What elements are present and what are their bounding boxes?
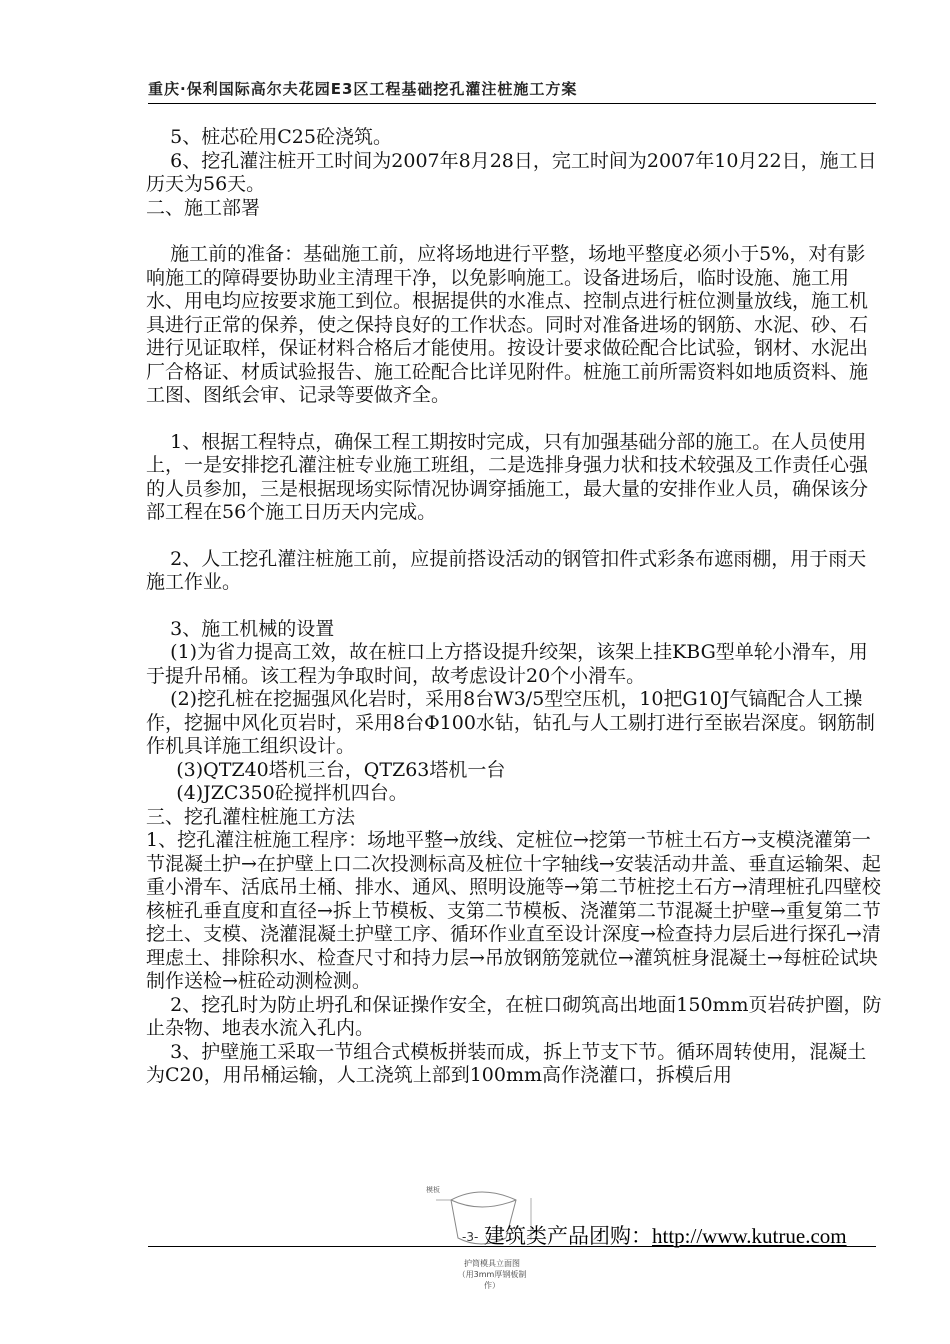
- diagram-caption-note: （用3mm厚钢板制作）: [457, 1270, 527, 1290]
- paragraph: 2、挖孔时为防止坍孔和保证操作安全，在桩口砌筑高出地面150mm页岩砖护圈，防止杂物、地表水流入孔内。: [146, 993, 882, 1039]
- section-heading: 二、施工部署: [146, 196, 261, 219]
- paragraph: 3、施工机械的设置: [146, 617, 335, 640]
- document-body: [146, 126, 882, 1088]
- diagram-label: 模板: [426, 1186, 440, 1194]
- footer-promo: [484, 1220, 847, 1250]
- blank-line: [146, 220, 882, 243]
- paragraph: 施工前的准备：基础施工前，应将场地进行平整，场地平整度必须小于5%，对有影响施工的障碍要协助业主清理干净，以免影响施工。设备进场后，临时设施、施工用水、用电均应按要求施工到位。根据提供的水准点、控制点进行桩位测量放线，施工机具进行正常的保养，使之保持良好的工作状态。同时对准备进场的钢筋、水泥、砂、石进行见证取样，保证材料合格后才能使用。按设计要求做砼配合比试验，钢材、水泥出厂合格证、材质试验报告、施工砼配合比详见附件。桩施工前所需资料如地质资料、施工图、图纸会审、记录等要做齐全。: [146, 243, 869, 406]
- document-header: [148, 78, 876, 104]
- blank-line: [146, 408, 882, 431]
- paragraph: 3、护壁施工采取一节组合式模板拼装而成，拆上节支下节。循环周转使用，混凝土为C20，用吊桶运输，人工浇筑上部到100mm高作浇灌口，拆模后用: [146, 1040, 867, 1086]
- paragraph: 5、桩芯砼用C25砼浇筑。: [146, 126, 392, 148]
- blank-line: [146, 595, 882, 618]
- diagram-caption: [452, 1258, 532, 1291]
- website-link[interactable]: http://www.kutrue.com: [652, 1224, 847, 1248]
- promo-text: 建筑类产品团购：: [484, 1224, 652, 1248]
- diagram-caption-title: 护筒模具立面图: [464, 1259, 520, 1268]
- paragraph: 2、人工挖孔灌注桩施工前，应提前搭设活动的钢管扣件式彩条布遮雨棚，用于雨天施工作业。: [146, 547, 867, 593]
- page-number: -3-: [462, 1230, 479, 1244]
- blank-line: [146, 525, 882, 548]
- paragraph: 6、挖孔灌注桩开工时间为2007年8月28日，完工时间为2007年10月22日，施工日历天为56天。: [146, 149, 877, 195]
- paragraph: (3)QTZ40塔机三台，QTZ63塔机一台: [146, 758, 506, 781]
- header-title: 重庆·保利国际高尔夫花园E3区工程基础挖孔灌注桩施工方案: [148, 80, 578, 98]
- paragraph: (2)挖孔桩在挖掘强风化岩时，采用8台W3/5型空压机，10把G10J气镐配合人工操作，挖掘中风化页岩时，采用8台Φ100水钻，钻孔与人工剔打进行至嵌岩深度。钢筋制作机具详施工组织设计。: [146, 688, 875, 757]
- paragraph: 1、根据工程特点，确保工程工期按时完成，只有加强基础分部的施工。在人员使用上，一是安排挖孔灌注桩专业施工班组，二是选排身强力状和技术较强及工作责任心强的人员参加，三是根据现场实际情况协调穿插施工，最大量的安排作业人员，确保该分部工程在56个施工日历天内完成。: [146, 430, 869, 523]
- section-heading: 三、挖孔灌柱桩施工方法: [146, 805, 356, 828]
- paragraph: (4)JZC350砼搅拌机四台。: [146, 782, 408, 804]
- paragraph: (1)为省力提高工效，故在桩口上方搭设提升绞架，该架上挂KBG型单轮小滑车，用于提升吊桶。该工程为争取时间，故考虑设计20个小滑车。: [146, 641, 868, 687]
- paragraph: 1、挖孔灌注桩施工程序：场地平整→放线、定桩位→挖第一节桩土石方→支模浇灌第一节混凝土护→在护壁上口二次投测标高及桩位十字轴线→安装活动井盖、垂直运输架、起重小滑车、活底吊土桶、排水、通风、照明设施等→第二节桩挖土石方→清理桩孔四壁校核桩孔垂直度和直径→拆上节模板、支第二节模板、浇灌第二节混凝土护壁→重复第二节挖土、支模、浇灌混凝土护壁工序、循环作业直至设计深度→检查持力层后进行探孔→清理虑土、排除积水、检查尺寸和持力层→吊放钢筋笼就位→灌筑桩身混凝土→每桩砼试块制作送检→桩砼动测检测。: [146, 829, 881, 992]
